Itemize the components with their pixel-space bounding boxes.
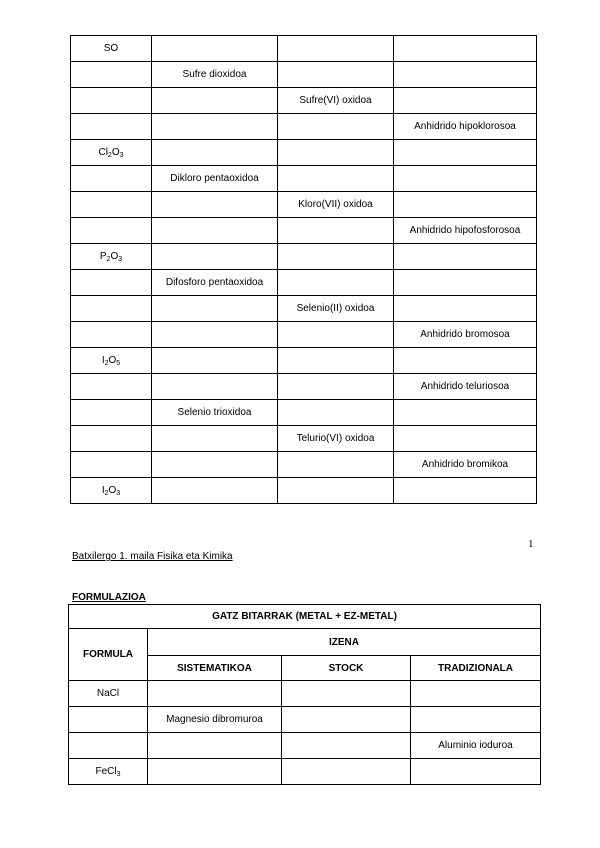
salts-table-title: GATZ BITARRAK (METAL + EZ-METAL) xyxy=(69,605,541,629)
stock-name-cell[interactable] xyxy=(282,733,411,759)
formula-cell[interactable] xyxy=(69,681,148,707)
traditional-header: TRADIZIONALA xyxy=(411,656,541,681)
systematic-name-cell[interactable] xyxy=(148,681,282,707)
table-row xyxy=(71,478,537,504)
formula-symbol: I xyxy=(101,485,105,496)
table-row xyxy=(71,36,537,62)
systematic-name-cell[interactable] xyxy=(152,426,278,452)
stock-name-cell[interactable] xyxy=(282,707,411,733)
stock-name-cell[interactable] xyxy=(282,681,411,707)
traditional-name-cell[interactable]: Anhidrido hipoklorosoa xyxy=(394,114,537,140)
formula-cell[interactable] xyxy=(71,426,152,452)
stock-name-cell[interactable] xyxy=(278,322,394,348)
stock-name-cell[interactable] xyxy=(278,452,394,478)
table-row xyxy=(71,62,537,88)
formula-symbol: Cl xyxy=(98,147,108,158)
systematic-name-cell[interactable] xyxy=(152,374,278,400)
table-row xyxy=(71,244,537,270)
table-row xyxy=(71,322,537,348)
formula-cell[interactable] xyxy=(69,733,148,759)
formula-subscript: 2 xyxy=(104,490,109,497)
systematic-name-cell[interactable] xyxy=(152,218,278,244)
formula-subscript: 3 xyxy=(116,490,121,497)
traditional-name-cell[interactable] xyxy=(394,348,537,374)
traditional-name-cell[interactable] xyxy=(394,244,537,270)
table-row xyxy=(71,374,537,400)
formula-cell[interactable] xyxy=(71,270,152,296)
name-header: IZENA xyxy=(148,629,541,656)
table-row xyxy=(69,759,541,785)
systematic-name-cell[interactable] xyxy=(152,348,278,374)
stock-name-cell[interactable] xyxy=(278,478,394,504)
stock-name-cell[interactable] xyxy=(278,36,394,62)
systematic-name-cell[interactable] xyxy=(152,322,278,348)
table-row xyxy=(69,733,541,759)
stock-name-cell[interactable] xyxy=(282,759,411,785)
oxide-nomenclature-table xyxy=(70,35,537,504)
formula-symbol: O xyxy=(108,485,117,496)
systematic-name-cell[interactable]: Selenio trioxidoa xyxy=(152,400,278,426)
formula-symbol: I xyxy=(101,355,105,366)
traditional-name-cell[interactable] xyxy=(411,681,541,707)
formula-cell[interactable] xyxy=(71,348,152,374)
table-row xyxy=(71,192,537,218)
systematic-name-cell[interactable] xyxy=(152,192,278,218)
formula-cell[interactable] xyxy=(71,218,152,244)
table-row xyxy=(71,140,537,166)
systematic-name-cell[interactable] xyxy=(148,733,282,759)
traditional-name-cell[interactable]: Anhidrido bromikoa xyxy=(394,452,537,478)
formula-cell[interactable] xyxy=(71,114,152,140)
formula-cell[interactable] xyxy=(71,62,152,88)
systematic-name-cell[interactable] xyxy=(152,296,278,322)
stock-name-cell[interactable] xyxy=(278,218,394,244)
traditional-name-cell[interactable]: Anhidrido teluriosoa xyxy=(394,374,537,400)
formula-subscript: 3 xyxy=(119,152,124,159)
stock-name-cell[interactable]: Kloro(VII) oxidoa xyxy=(278,192,394,218)
systematic-name-cell[interactable] xyxy=(152,140,278,166)
stock-name-cell[interactable]: Sufre(VI) oxidoa xyxy=(278,88,394,114)
formula-cell[interactable] xyxy=(71,36,152,62)
table-row xyxy=(69,681,541,707)
traditional-name-cell[interactable] xyxy=(394,426,537,452)
traditional-name-cell[interactable]: Anhidrido hipofosforosoa xyxy=(394,218,537,244)
formula-cell[interactable] xyxy=(71,478,152,504)
systematic-name-cell[interactable] xyxy=(148,759,282,785)
stock-name-cell[interactable]: Telurio(VI) oxidoa xyxy=(278,426,394,452)
formula-cell[interactable] xyxy=(71,374,152,400)
formula-header: FORMULA xyxy=(69,629,148,681)
formula-subscript: 3 xyxy=(116,771,121,778)
traditional-name-cell[interactable] xyxy=(394,400,537,426)
formula-symbol: O xyxy=(108,355,117,366)
systematic-name-cell[interactable] xyxy=(152,452,278,478)
systematic-name-cell[interactable]: Dikloro pentaoxidoa xyxy=(152,166,278,192)
table-row xyxy=(69,707,541,733)
formula-subscript: 2 xyxy=(107,152,112,159)
traditional-name-cell[interactable] xyxy=(394,62,537,88)
formula-cell[interactable] xyxy=(71,192,152,218)
formula-symbol: NaCl xyxy=(96,688,120,699)
table-row xyxy=(71,296,537,322)
traditional-name-cell[interactable]: Aluminio ioduroa xyxy=(411,733,541,759)
formula-cell[interactable] xyxy=(69,759,148,785)
systematic-name-cell[interactable] xyxy=(152,244,278,270)
formula-cell[interactable] xyxy=(71,296,152,322)
formula-cell[interactable] xyxy=(69,707,148,733)
table-row xyxy=(71,114,537,140)
formula-cell[interactable] xyxy=(71,140,152,166)
formula-cell[interactable] xyxy=(71,244,152,270)
stock-name-cell[interactable] xyxy=(278,62,394,88)
traditional-name-cell[interactable] xyxy=(394,166,537,192)
traditional-name-cell[interactable] xyxy=(394,478,537,504)
table-row xyxy=(71,88,537,114)
formula-symbol: O xyxy=(111,147,120,158)
systematic-name-cell[interactable]: Magnesio dibromuroa xyxy=(148,707,282,733)
systematic-name-cell[interactable] xyxy=(152,114,278,140)
systematic-name-cell[interactable] xyxy=(152,88,278,114)
stock-name-cell[interactable] xyxy=(278,114,394,140)
formula-cell[interactable] xyxy=(71,400,152,426)
table-row xyxy=(71,400,537,426)
formula-cell[interactable] xyxy=(71,322,152,348)
formula-symbol: P xyxy=(99,251,107,262)
formula-subscript: 5 xyxy=(116,360,121,367)
stock-name-cell[interactable] xyxy=(278,374,394,400)
systematic-name-cell[interactable] xyxy=(152,36,278,62)
table-row xyxy=(71,452,537,478)
formula-cell[interactable] xyxy=(71,166,152,192)
stock-header: STOCK xyxy=(282,656,411,681)
formula-symbol: O xyxy=(110,251,119,262)
traditional-name-cell[interactable] xyxy=(394,296,537,322)
systematic-name-cell[interactable]: Difosforo pentaoxidoa xyxy=(152,270,278,296)
section-title: FORMULAZIOA xyxy=(72,592,146,603)
formula-cell[interactable] xyxy=(71,88,152,114)
traditional-name-cell[interactable]: Anhidrido bromosoa xyxy=(394,322,537,348)
systematic-name-cell[interactable] xyxy=(152,478,278,504)
page-number: 1 xyxy=(528,538,534,550)
table-row xyxy=(71,218,537,244)
stock-name-cell[interactable] xyxy=(278,244,394,270)
traditional-name-cell[interactable] xyxy=(394,140,537,166)
systematic-header: SISTEMATIKOA xyxy=(148,656,282,681)
traditional-name-cell[interactable] xyxy=(394,270,537,296)
traditional-name-cell[interactable] xyxy=(411,707,541,733)
systematic-name-cell[interactable]: Sufre dioxidoa xyxy=(152,62,278,88)
table-row xyxy=(71,426,537,452)
traditional-name-cell[interactable] xyxy=(394,88,537,114)
formula-symbol: SO xyxy=(103,43,119,54)
stock-name-cell[interactable] xyxy=(278,348,394,374)
course-line: Batxilergo 1. maila Fisika eta Kimika xyxy=(72,551,233,562)
stock-name-cell[interactable]: Selenio(II) oxidoa xyxy=(278,296,394,322)
formula-subscript: 3 xyxy=(118,256,123,263)
table-row xyxy=(71,166,537,192)
formula-subscript: 2 xyxy=(104,360,109,367)
traditional-name-cell[interactable] xyxy=(394,36,537,62)
formula-symbol: FeCl xyxy=(95,766,117,777)
stock-name-cell[interactable] xyxy=(278,400,394,426)
stock-name-cell[interactable] xyxy=(278,270,394,296)
traditional-name-cell[interactable] xyxy=(411,759,541,785)
table-row xyxy=(71,348,537,374)
binary-salts-table xyxy=(68,604,541,785)
formula-subscript: 2 xyxy=(106,256,111,263)
formula-cell[interactable] xyxy=(71,452,152,478)
table-row xyxy=(71,270,537,296)
stock-name-cell[interactable] xyxy=(278,140,394,166)
traditional-name-cell[interactable] xyxy=(394,192,537,218)
stock-name-cell[interactable] xyxy=(278,166,394,192)
